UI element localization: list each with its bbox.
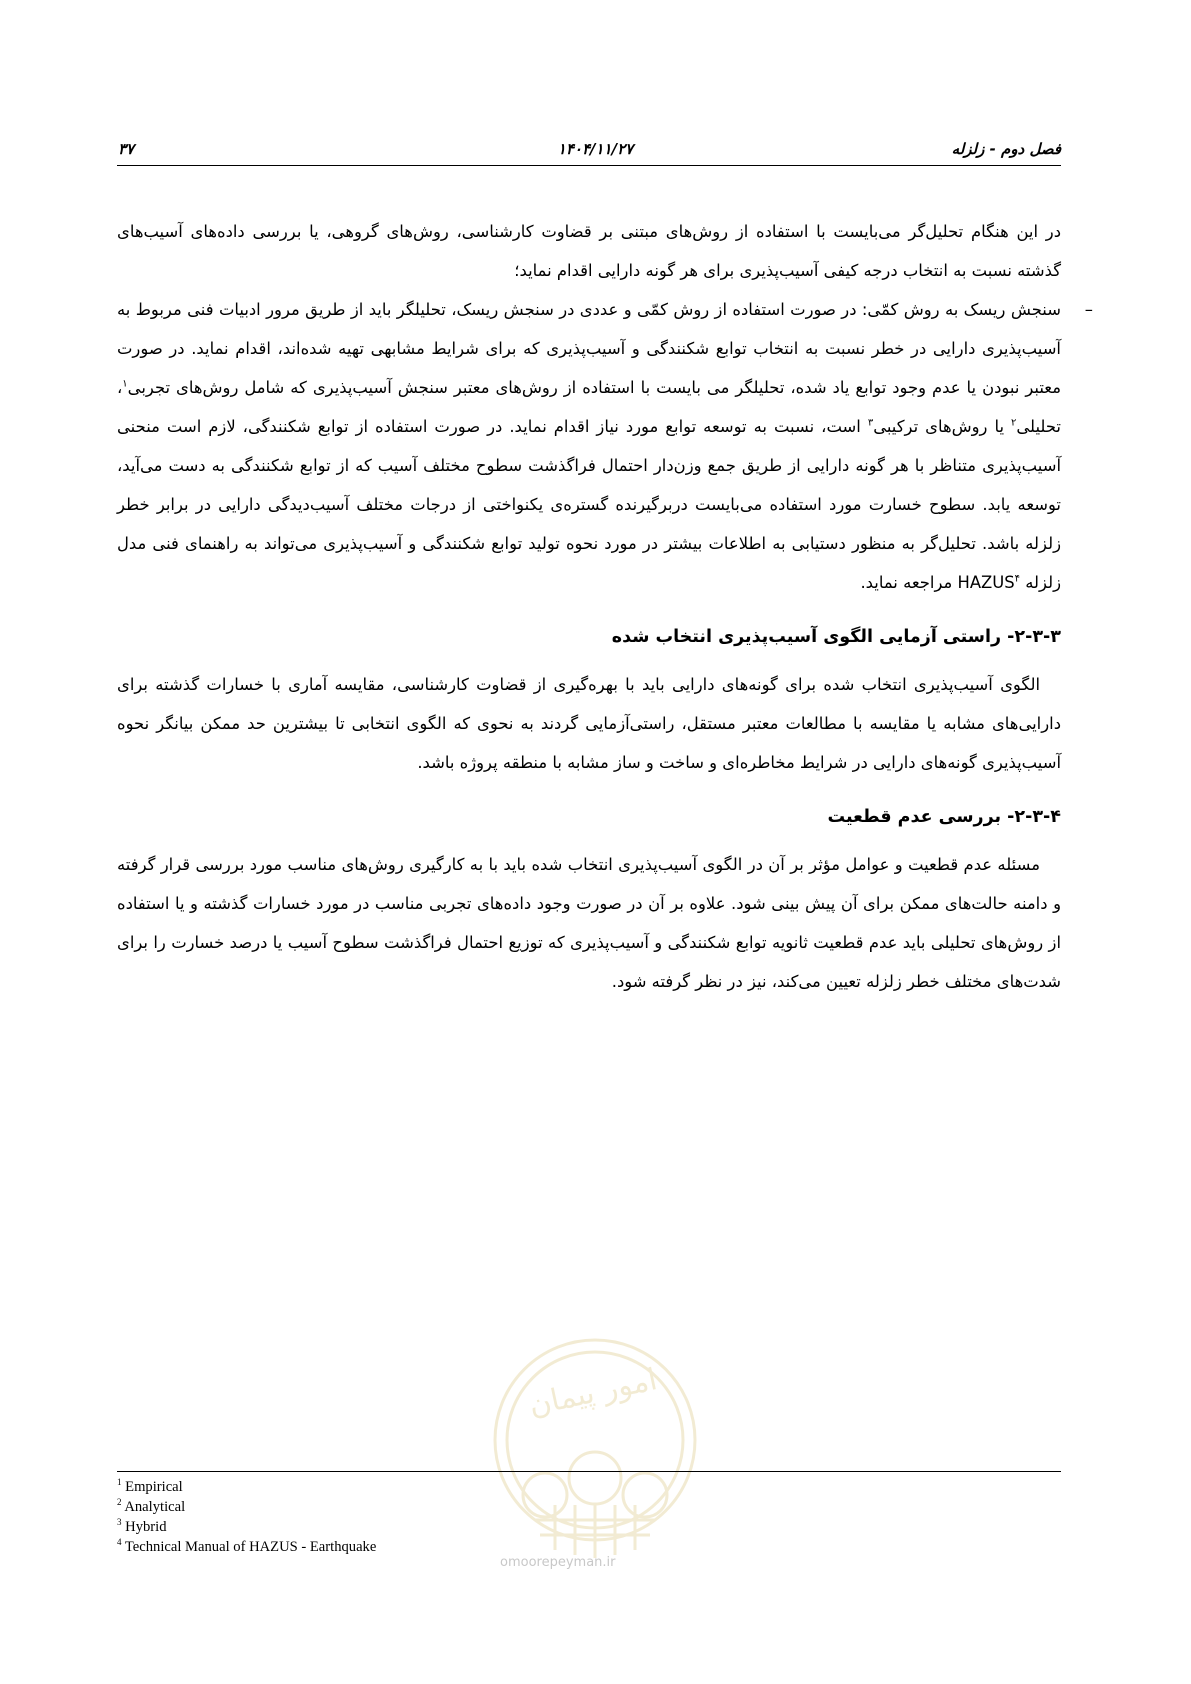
footnote-ref-2[interactable]: ۲ — [1011, 417, 1017, 429]
footnote-item: $^1$ Empirical — [117, 1477, 183, 1495]
footnotes — [117, 1477, 376, 1557]
intro-paragraph: در این هنگام تحلیل‌گر می‌بایست با استفاده از روش‌های مبتنی بر قضاوت کارشناسی، روش‌های گروهی، یا بررسی داده‌های آسیب‌های گذشته نسبت به انتخاب درجه کیفی آسیب‌پذیری برای هر گونه دارایی اقدام نماید؛ — [117, 222, 1061, 280]
header-page-number: ۳۷ — [118, 140, 135, 158]
bullet-text-part-4: است، نسبت به توسعه توابع مورد نیاز اقدام نماید. در صورت استفاده از توابع شکنندگی، لازم است منحنی آسیب‌پذیری متناظر با هر گونه دارایی از طریق جمع وزن‌دار احتمال فراگذشت سطوح مختلف آسیب که از توابع شکنندگی به دست می‌آید، توسعه یابد. سطوح خسارت مورد استفاده می‌بایست دربرگیرنده گستره‌ی یکنواختی از درجات مختلف آسیب‌دیدگی دارایی در برابر خطر زلزله باشد. تحلیل‌گر به منظور دستیابی به اطلاعات بیشتر در مورد نحوه تولید توابع شکنندگی و آسیب‌پذیری می‌تواند به راهنمای فنی مدل زلزله HAZUS — [117, 417, 1061, 592]
footnote-item: $^4$ Technical Manual of HAZUS - Earthquake — [117, 1537, 377, 1555]
footnote-ref-4[interactable]: ۴ — [1014, 573, 1021, 585]
bullet-text-part-1: سنجش ریسک به روش کمّی: در صورت استفاده از روش کمّی و عددی در سنجش ریسک، تحلیلگر باید از طریق مرور ادبیات فنی مربوط به آسیب‌پذیری دارایی در خطر نسبت به انتخاب توابع شکنندگی و آسیب‌پذیری که برای شرایط مشابهی تهیه شده‌اند، اقدام نماید. در صورت معتبر نبودن یا عدم وجود توابع یاد شده، تحلیلگر می بایست با استفاده از روش‌های معتبر سنجش آسیب‌پذیری که شامل روش‌های تجربی — [117, 300, 1061, 397]
bullet-text-part-5: مراجعه نماید. — [860, 573, 958, 592]
bullet-paragraph — [117, 290, 1093, 602]
footnote-rule — [117, 1471, 1061, 1472]
watermark-seal-icon — [485, 1330, 705, 1575]
watermark-url: omoorepeyman.ir — [500, 1555, 616, 1570]
footnote-item: $^2$ Analytical — [117, 1497, 186, 1515]
section-heading-validation: ۲-۳-۳- راستی آزمایی الگوی آسیب‌پذیری انتخاب شده — [611, 627, 1061, 647]
uncertainty-paragraph: مسئله عدم قطعیت و عوامل مؤثر بر آن در الگوی آسیب‌پذیری انتخاب شده باید با به کارگیری روش‌های مناسب مورد بررسی قرار گرفته و دامنه حالت‌های ممکن برای آن پیش بینی شود. علاوه بر آن در صورت وجود داده‌های تجربی مناسب در مورد خسارات گذشته و یا استفاده از روش‌های تحلیلی باید عدم قطعیت ثانویه توابع شکنندگی و آسیب‌پذیری که توزیع احتمال فراگذشت سطوح آسیب یا درصد خسارت را برای شدت‌های مختلف خطر زلزله تعیین می‌کند، نیز در نظر گرفته شود. — [117, 855, 1061, 991]
footnote-ref-3[interactable]: ۳ — [867, 417, 874, 429]
bullet-text-part-2: ، تحلیلی — [117, 378, 1061, 436]
watermark-seal-text: امور پیمان — [525, 1362, 661, 1424]
header-chapter-title: فصل دوم - زلزله — [951, 140, 1061, 158]
section-heading-uncertainty: ۲-۳-۴- بررسی عدم قطعیت — [827, 807, 1061, 827]
bullet-text-part-3: یا روش‌های ترکیبی — [873, 417, 1012, 436]
body-text — [117, 212, 1093, 1001]
bullet-dash: – — [1084, 300, 1093, 319]
header-date: ۱۴۰۴/۱۱/۲۷ — [557, 140, 634, 158]
header-rule — [117, 165, 1061, 166]
footnote-item: $^3$ Hybrid — [117, 1517, 167, 1535]
validation-paragraph: الگوی آسیب‌پذیری انتخاب شده برای گونه‌های دارایی باید با بهره‌گیری از قضاوت کارشناسی، مقایسه آماری با خسارات گذشته برای دارایی‌های مشابه یا مقایسه با مطالعات معتبر مستقل، راستی‌آزمایی گردند به نحوی که الگوی انتخابی تا بیشترین حد ممکن بیانگر نحوه آسیب‌پذیری گونه‌های دارایی در شرایط مخاطره‌ای و ساخت و ساز مشابه با منطقه پروژه باشد. — [117, 675, 1061, 772]
footnote-ref-1[interactable]: ۱ — [122, 378, 128, 390]
